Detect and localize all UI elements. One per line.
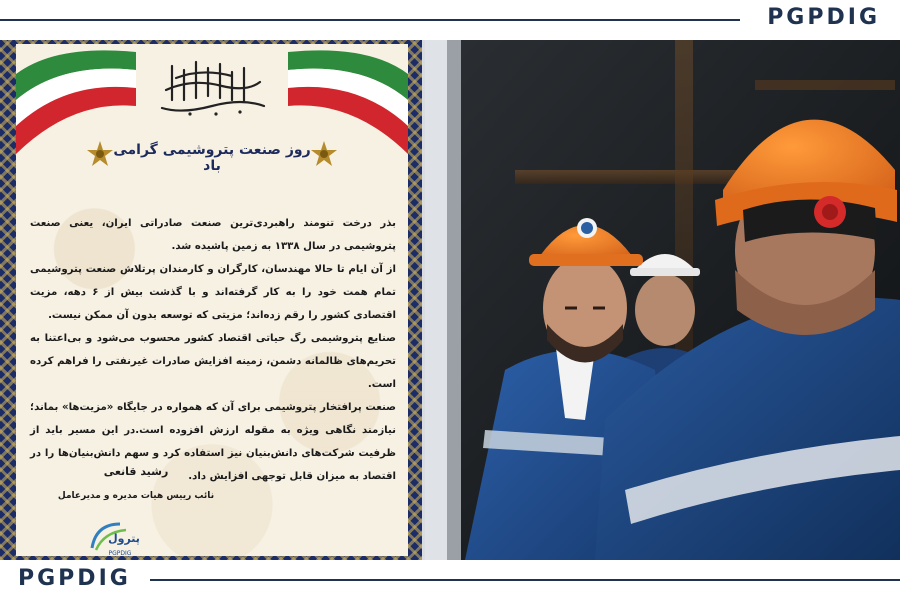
card-panel: [16, 44, 408, 556]
signature-role: نائب رییس هیات مدیره و مدیرعامل: [57, 491, 215, 501]
bottom-brand-logo: PGPDIG: [18, 566, 131, 591]
top-divider-line: [0, 19, 740, 21]
workers-photo: [425, 40, 900, 560]
message-paragraph: صنعت پرافتخار پتروشیمی برای آن که همواره در جایگاه «مزیت‌ها» بماند؛ نیازمند نگاهی ویژه به مقوله ارزش افزوده است.در این مسیر باید از ظرفیت شرکت‌های دانش‌بنیان نیز استفاده کرد و سهم دانش‌بنیان‌ها را در اقتصاد به میزان قابل توجهی افزایش داد.: [30, 402, 396, 482]
petrol-company-logo: [86, 518, 146, 558]
card-title: روز صنعت پتروشیمی گرامی باد: [113, 142, 311, 174]
greeting-card: [0, 40, 422, 560]
signature-name: رشید قانعی: [103, 465, 169, 478]
bottom-banner: [0, 560, 900, 600]
top-banner: [0, 0, 900, 40]
logo-wordmark: پترول: [108, 532, 140, 545]
message-body: [30, 212, 396, 488]
bottom-divider-line: [150, 579, 900, 581]
message-paragraph: صنایع پتروشیمی رگ حیاتی اقتصاد کشور محسوب می‌شود و بی‌اعتنا به تحریم‌های ظالمانه دشمن، زمینه افزایش صادرات غیرنفتی را فراهم کرده است.: [30, 333, 396, 390]
iran-flag-ribbon-left: [16, 44, 136, 154]
star-ornament-icon: [310, 140, 338, 168]
basmala-calligraphy: [152, 48, 272, 122]
logo-subtext: PGPDIG: [108, 550, 132, 557]
title-row: [16, 140, 408, 174]
iran-flag-ribbon-right: [288, 44, 408, 154]
message-paragraph: از آن ایام تا حالا مهندسان، کارگران و کارمندان پرتلاش صنعت پتروشیمی تمام همت خود را به کار گرفته‌اند و با گذشت بیش از ۶ دهه، مزیت اقتصادی کشور را رقم زده‌اند؛ مزیتی که توسعه بدون آن ممکن نیست.: [30, 264, 396, 321]
top-brand-logo: PGPDIG: [767, 5, 880, 30]
message-paragraph: بذر درخت تنومند راهبردی‌ترین صنعت صادراتی ایران، یعنی صنعت پتروشیمی در سال ۱۳۳۸ به زمین پاشیده شد.: [30, 218, 396, 252]
